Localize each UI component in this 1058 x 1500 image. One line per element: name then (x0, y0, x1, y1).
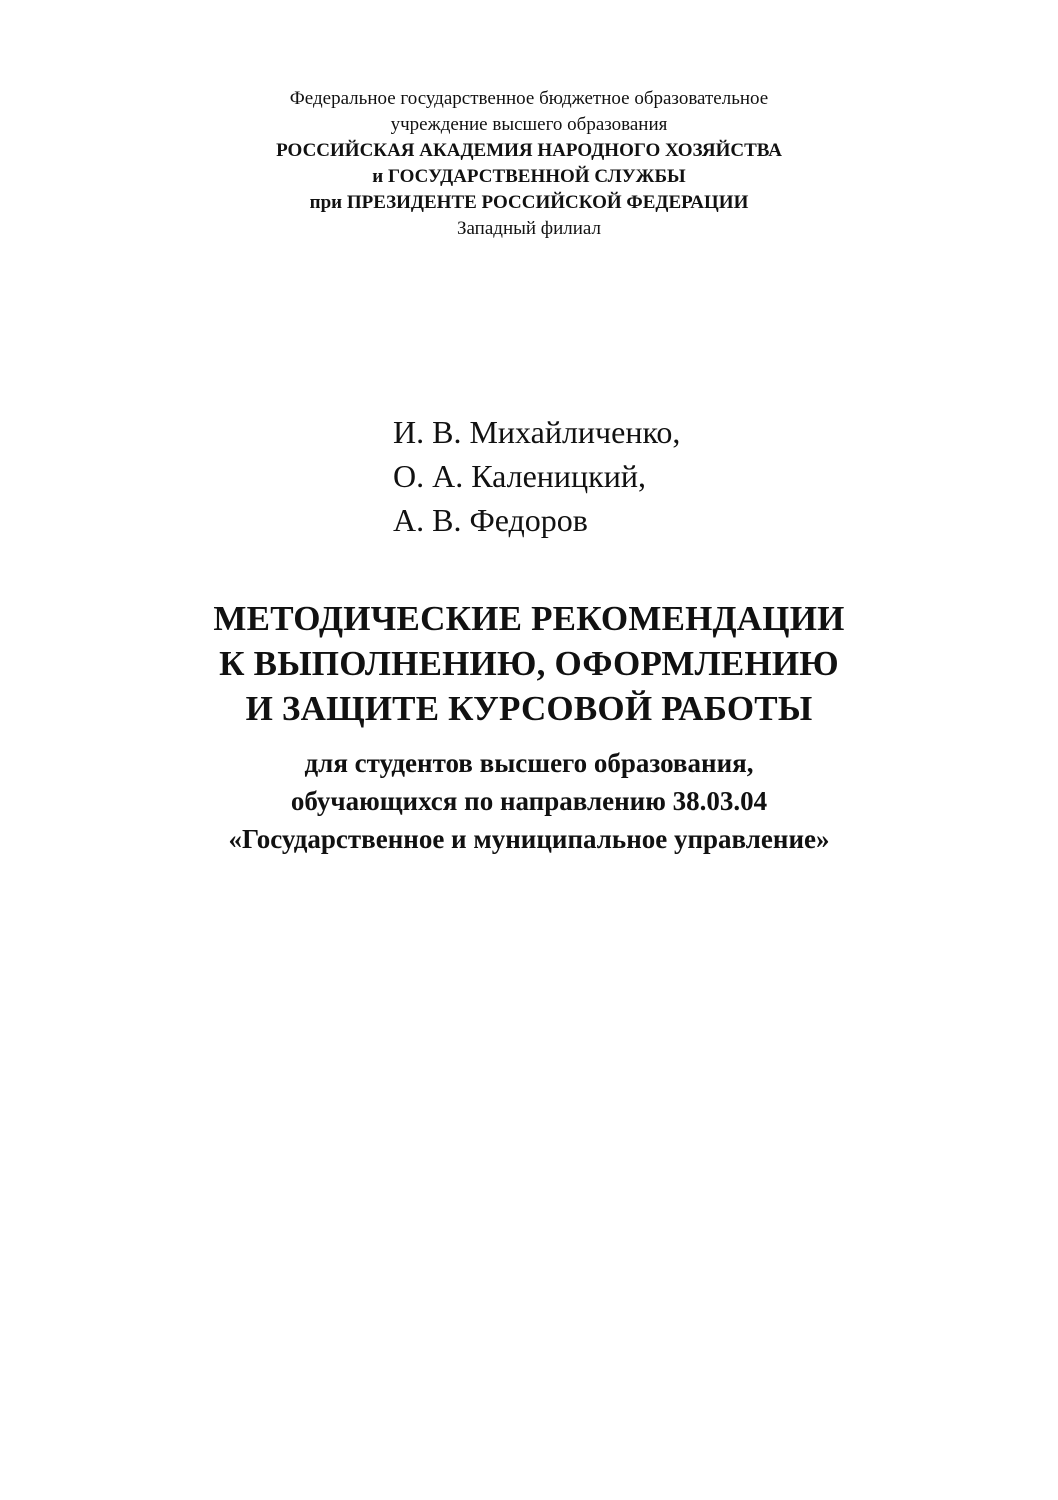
author-name: О. А. Каленицкий, (393, 458, 646, 494)
institution-line-name-2: и ГОСУДАРСТВЕННОЙ СЛУЖБЫ (372, 166, 686, 187)
author-name: И. В. Михайличенко, (393, 414, 681, 450)
institution-line-type: Федеральное государственное бюджетное образовательное (289, 88, 769, 109)
subtitle-line: «Государственное и муниципальное управление» (228, 824, 830, 854)
authors-list (393, 410, 913, 542)
subtitle-line: обучающихся по направлению 38.03.04 (290, 786, 768, 816)
institution-line-branch: Западный филиал (456, 218, 602, 239)
subtitle-line: для студентов высшего образования, (304, 748, 754, 778)
title-line: И ЗАЩИТЕ КУРСОВОЙ РАБОТЫ (245, 689, 813, 728)
institution-line-level: учреждение высшего образования (390, 114, 668, 135)
institution-line-name-3: при ПРЕЗИДЕНТЕ РОССИЙСКОЙ ФЕДЕРАЦИИ (309, 192, 749, 213)
title-line: МЕТОДИЧЕСКИЕ РЕКОМЕНДАЦИИ (213, 599, 845, 638)
document-title (0, 596, 1058, 731)
institution-header (0, 86, 1058, 242)
document-subtitle (0, 744, 1058, 858)
author-name: А. В. Федоров (393, 502, 588, 538)
institution-line-name-1: РОССИЙСКАЯ АКАДЕМИЯ НАРОДНОГО ХОЗЯЙСТВА (276, 140, 782, 161)
title-line: К ВЫПОЛНЕНИЮ, ОФОРМЛЕНИЮ (219, 644, 839, 683)
